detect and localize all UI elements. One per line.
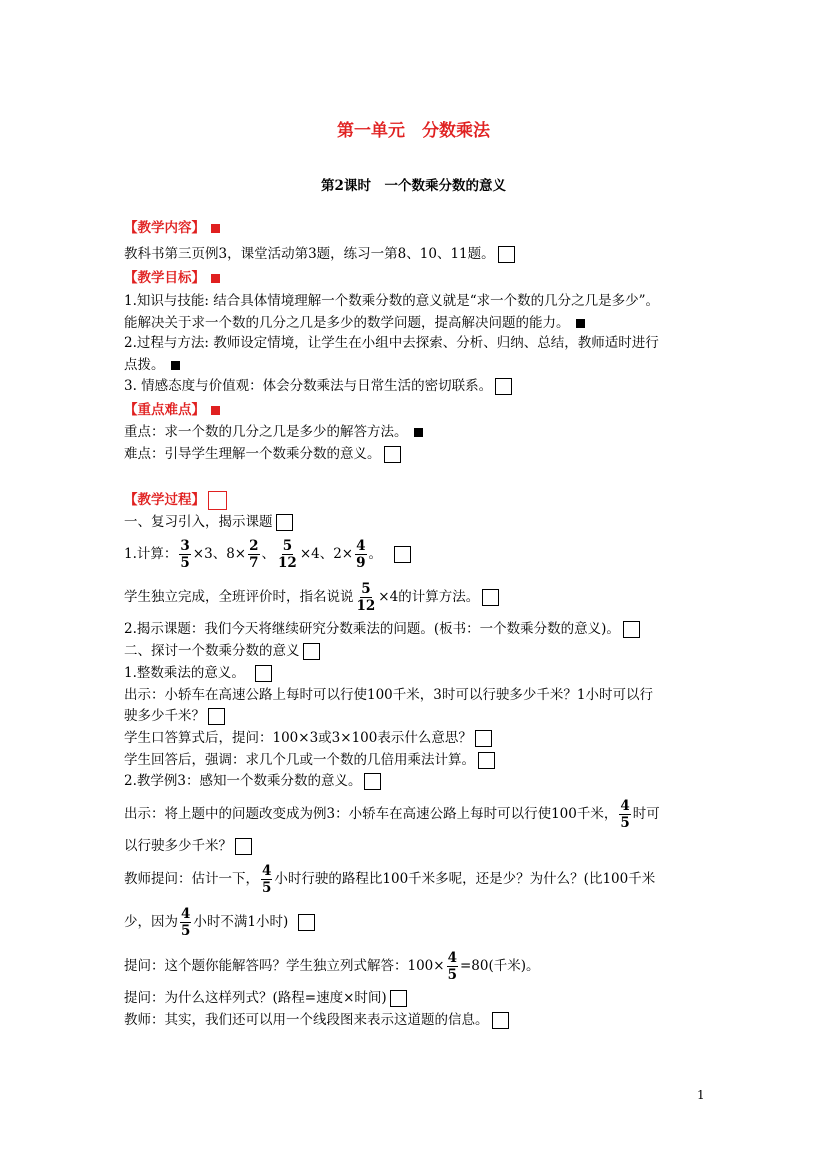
checkbox[interactable]	[364, 773, 381, 790]
marker-square	[171, 361, 180, 370]
oral-answer: 学生口答算式后，提问：100×3或3×100表示什么意思？	[124, 728, 492, 748]
goals-heading: 【教学目标】	[124, 268, 220, 288]
checkbox[interactable]	[208, 491, 227, 510]
checkbox[interactable]	[390, 990, 407, 1007]
checkbox[interactable]	[303, 643, 320, 660]
integer-multiplication: 1.整数乘法的意义。	[124, 663, 272, 683]
content-text: 教科书第三页例3，课堂活动第3题，练习一第8、10、11题。	[124, 244, 515, 264]
fraction: $\frac{4}{5}$	[447, 950, 457, 983]
checkbox[interactable]	[276, 514, 293, 531]
page-number: 1	[697, 1088, 705, 1102]
checkbox[interactable]	[475, 730, 492, 747]
lesson-subtitle: 第2课时 一个数乘分数的意义	[321, 178, 506, 194]
show-2b: 以行驶多少千米？	[124, 836, 252, 856]
goal-2a: 2.过程与方法: 教师设定情境，让学生在小组中去探索、分析、归纳、总结，教师适时进行	[124, 335, 659, 351]
marker-square	[211, 274, 220, 283]
fraction: $\frac{4}{5}$	[262, 863, 272, 896]
checkbox[interactable]	[384, 446, 401, 463]
checkbox[interactable]	[498, 246, 515, 263]
evaluation-line: 学生独立完成，全班评价时，指名说说 $\frac{5}{12}$ ×4的计算方法。	[124, 580, 499, 614]
goal-3: 3. 情感态度与价值观：体会分数乘法与日常生活的密切联系。	[124, 376, 512, 396]
checkbox[interactable]	[208, 708, 225, 725]
checkbox[interactable]	[298, 914, 315, 931]
show-2a: 出示：将上题中的问题改变成为例3：小轿车在高速公路上每时可以行使100千米， $\frac{4}{5}$ 时可	[124, 798, 660, 831]
checkbox[interactable]	[623, 621, 640, 638]
student-answer: 学生回答后，强调：求几个几或一个数的几倍用乘法计算。	[124, 750, 495, 770]
difficult-point: 难点：引导学生理解一个数乘分数的意义。	[124, 444, 401, 464]
teacher-ask-3: 提问：这个题你能解答吗？学生独立列式解答：100× $\frac{4}{5}$ =80(千米)。	[124, 950, 540, 983]
teacher-ask-1: 教师提问：估计一下， $\frac{4}{5}$ 小时行驶的路程比100千米多呢，还是少？为什么？(比100千米	[124, 863, 656, 896]
goal-1a: 1.知识与技能: 结合具体情境理解一个数乘分数的意义就是“求一个数的几分之几是多少”。	[124, 293, 660, 309]
fraction: $\frac{4}{5}$	[620, 798, 630, 831]
checkbox[interactable]	[478, 752, 495, 769]
process-heading: 【教学过程】	[124, 490, 227, 510]
example-3: 2.教学例3：感知一个数乘分数的意义。	[124, 771, 381, 791]
marker-square	[576, 319, 585, 328]
fraction: $\frac{4}{9}$	[356, 538, 366, 571]
teacher-ask-2: 少，因为 $\frac{4}{5}$ 小时不满1小时)	[124, 905, 315, 939]
goal-1b: 能解决关于求一个数的几分之几是多少的数学问题，提高解决问题的能力。	[124, 313, 585, 333]
section-1: 一、复习引入，揭示课题	[124, 512, 293, 532]
fraction: $\frac{5}{12}$	[356, 581, 376, 614]
why-question: 提问：为什么这样列式？(路程=速度×时间)	[124, 988, 407, 1008]
reveal-topic: 2.揭示课题：我们今天将继续研究分数乘法的问题。(板书：一个数乘分数的意义)。	[124, 619, 640, 639]
fraction: $\frac{3}{5}$	[180, 538, 190, 571]
fraction: $\frac{4}{5}$	[181, 906, 191, 939]
checkbox[interactable]	[492, 1012, 509, 1029]
show-1b: 驶多少千米？	[124, 706, 225, 726]
calc-line: 1.计算： $\frac{3}{5}$ ×3、8× $\frac{2}{7}$ 、 $\frac{5}{12}$ ×4、2× $\frac{4}{9}$ 。	[124, 537, 411, 571]
key-point: 重点：求一个数的几分之几是多少的解答方法。	[124, 422, 423, 442]
content-heading: 【教学内容】	[124, 218, 220, 238]
checkbox[interactable]	[482, 589, 499, 606]
keys-heading: 【重点难点】	[124, 400, 220, 420]
checkbox[interactable]	[235, 838, 252, 855]
marker-square	[414, 428, 423, 437]
fraction: $\frac{5}{12}$	[278, 538, 297, 571]
document-title: 第一单元 分数乘法	[337, 121, 490, 141]
fraction: $\frac{2}{7}$	[249, 538, 259, 571]
goal-2b: 点拨。	[124, 355, 180, 375]
show-1a: 出示：小轿车在高速公路上每时可以行使100千米，3时可以行驶多少千米？1小时可以行	[124, 687, 653, 703]
marker-square	[211, 406, 220, 415]
checkbox[interactable]	[394, 546, 411, 563]
checkbox[interactable]	[255, 665, 272, 682]
teacher-line-diagram: 教师：其实，我们还可以用一个线段图来表示这道题的信息。	[124, 1010, 509, 1030]
checkbox[interactable]	[495, 378, 512, 395]
section-2: 二、探讨一个数乘分数的意义	[124, 641, 320, 661]
marker-square	[211, 224, 220, 233]
